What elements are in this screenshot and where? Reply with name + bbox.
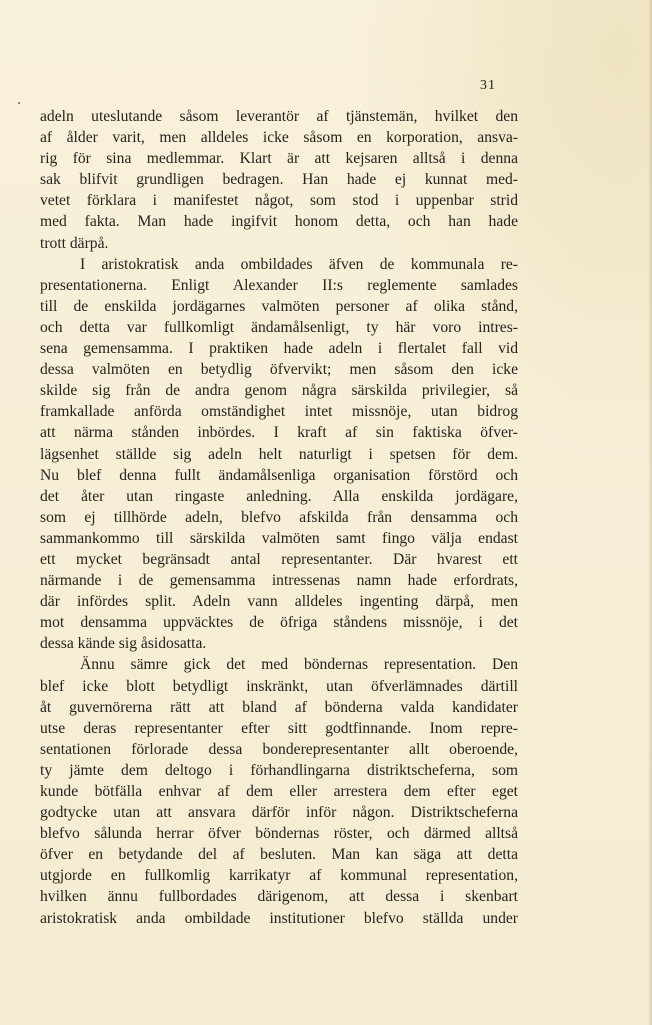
text-line: framkallade anförda omständighet intet missnöje, utan bidrog (40, 403, 518, 421)
text-line: till de enskilda jordägarnes valmöten personer af olika stånd, (40, 297, 518, 315)
text-line: hvilken ännu fullbordades därigenom, att dessa i skenbart (40, 888, 518, 906)
text-line: presentationerna. Enligt Alexander II:s reglemente samlades (40, 276, 518, 294)
text-line: och detta var fullkomligt ändamålsenligt, ty här voro intres- (40, 318, 518, 336)
text-line: dessa kände sig åsidosatta. (40, 635, 207, 653)
text-line: sammankommo till särskilda valmöten samt fingo välja endast (40, 529, 518, 547)
text-line: sak blifvit grundligen bedragen. Han hade ej kunnat med- (40, 171, 518, 189)
body-text (40, 106, 518, 929)
text-line: mot densamma uppväcktes de öfriga ståndens missnöje, i det (40, 614, 518, 632)
text-line: I aristokratisk anda ombildades äfven de kommunala re- (80, 255, 518, 273)
text-line: där infördes split. Adeln vann alldeles ingenting därpå, men (40, 593, 518, 611)
text-line: af ålder varit, men alldeles icke såsom en korporation, ansva- (40, 129, 518, 147)
text-line: trott därpå. (40, 234, 109, 252)
text-line: utgjorde en fullkomlig karrikatyr af kommunal representation, (40, 867, 518, 885)
text-line: sena gemensamma. I praktiken hade adeln i flertalet fall vid (40, 340, 518, 358)
text-line: som ej tillhörde adeln, blefvo afskilda från densamma och (40, 508, 518, 526)
text-line: Nu blef denna fullt ändamålsenliga organisation förstörd och (40, 466, 518, 484)
page-edge-shadow (648, 0, 652, 1025)
text-line: närmande i de gemensamma intressenas namn hade erfordrats, (40, 572, 518, 590)
margin-speck (18, 102, 20, 104)
text-line: aristokratisk anda ombildade institutioner blefvo ställda under (40, 909, 518, 927)
text-line: skilde sig från de andra genom några särskilda privilegier, så (40, 382, 518, 400)
text-line: kunde bötfälla enhvar af dem eller arrestera dem efter eget (40, 783, 518, 800)
page-number: 31 (480, 78, 496, 93)
text-line: Ännu sämre gick det med böndernas representation. Den (80, 656, 518, 674)
text-line: utse deras representanter efter sitt godtfinnande. Inom repre- (40, 719, 518, 737)
text-line: sentationen förlorade dessa bonderepresentanter allt oberoende, (40, 740, 518, 758)
text-line: blefvo sålunda herrar öfver böndernas röster, och därmed alltså (40, 825, 518, 843)
text-line: lägsenhet ställde sig adeln helt naturligt i spetsen för dem. (40, 445, 518, 463)
text-line: rig för sina medlemmar. Klart är att kejsaren alltså i denna (40, 150, 518, 168)
text-line: blef icke blott betydligt inskränkt, utan öfverlämnades därtill (40, 677, 518, 695)
text-line: ett mycket begränsadt antal representanter. Där hvarest ett (40, 550, 518, 568)
text-line: adeln uteslutande såsom leverantör af tjänstemän, hvilket den (40, 108, 518, 125)
text-line: med fakta. Man hade ingifvit honom detta, och han hade (40, 213, 518, 231)
text-line: vetet förklara i manifestet något, som stod i uppenbar strid (40, 192, 518, 210)
text-line: det åter utan ringaste anledning. Alla enskilda jordägare, (40, 487, 518, 505)
text-line: att närma stånden inbördes. I kraft af sin faktiska öfver- (40, 424, 518, 442)
text-line: öfver en betydande del af besluten. Man kan säga att detta (40, 846, 518, 864)
text-line: åt guvernörerna rätt att bland af bönderna valda kandidater (40, 698, 518, 716)
text-line: ty jämte dem deltogo i förhandlingarna distriktscheferna, som (40, 761, 518, 779)
text-line: godtycke utan att ansvara därför inför någon. Distriktscheferna (40, 804, 518, 822)
text-line: dessa valmöten en betydlig öfvervikt; men såsom den icke (40, 361, 518, 379)
